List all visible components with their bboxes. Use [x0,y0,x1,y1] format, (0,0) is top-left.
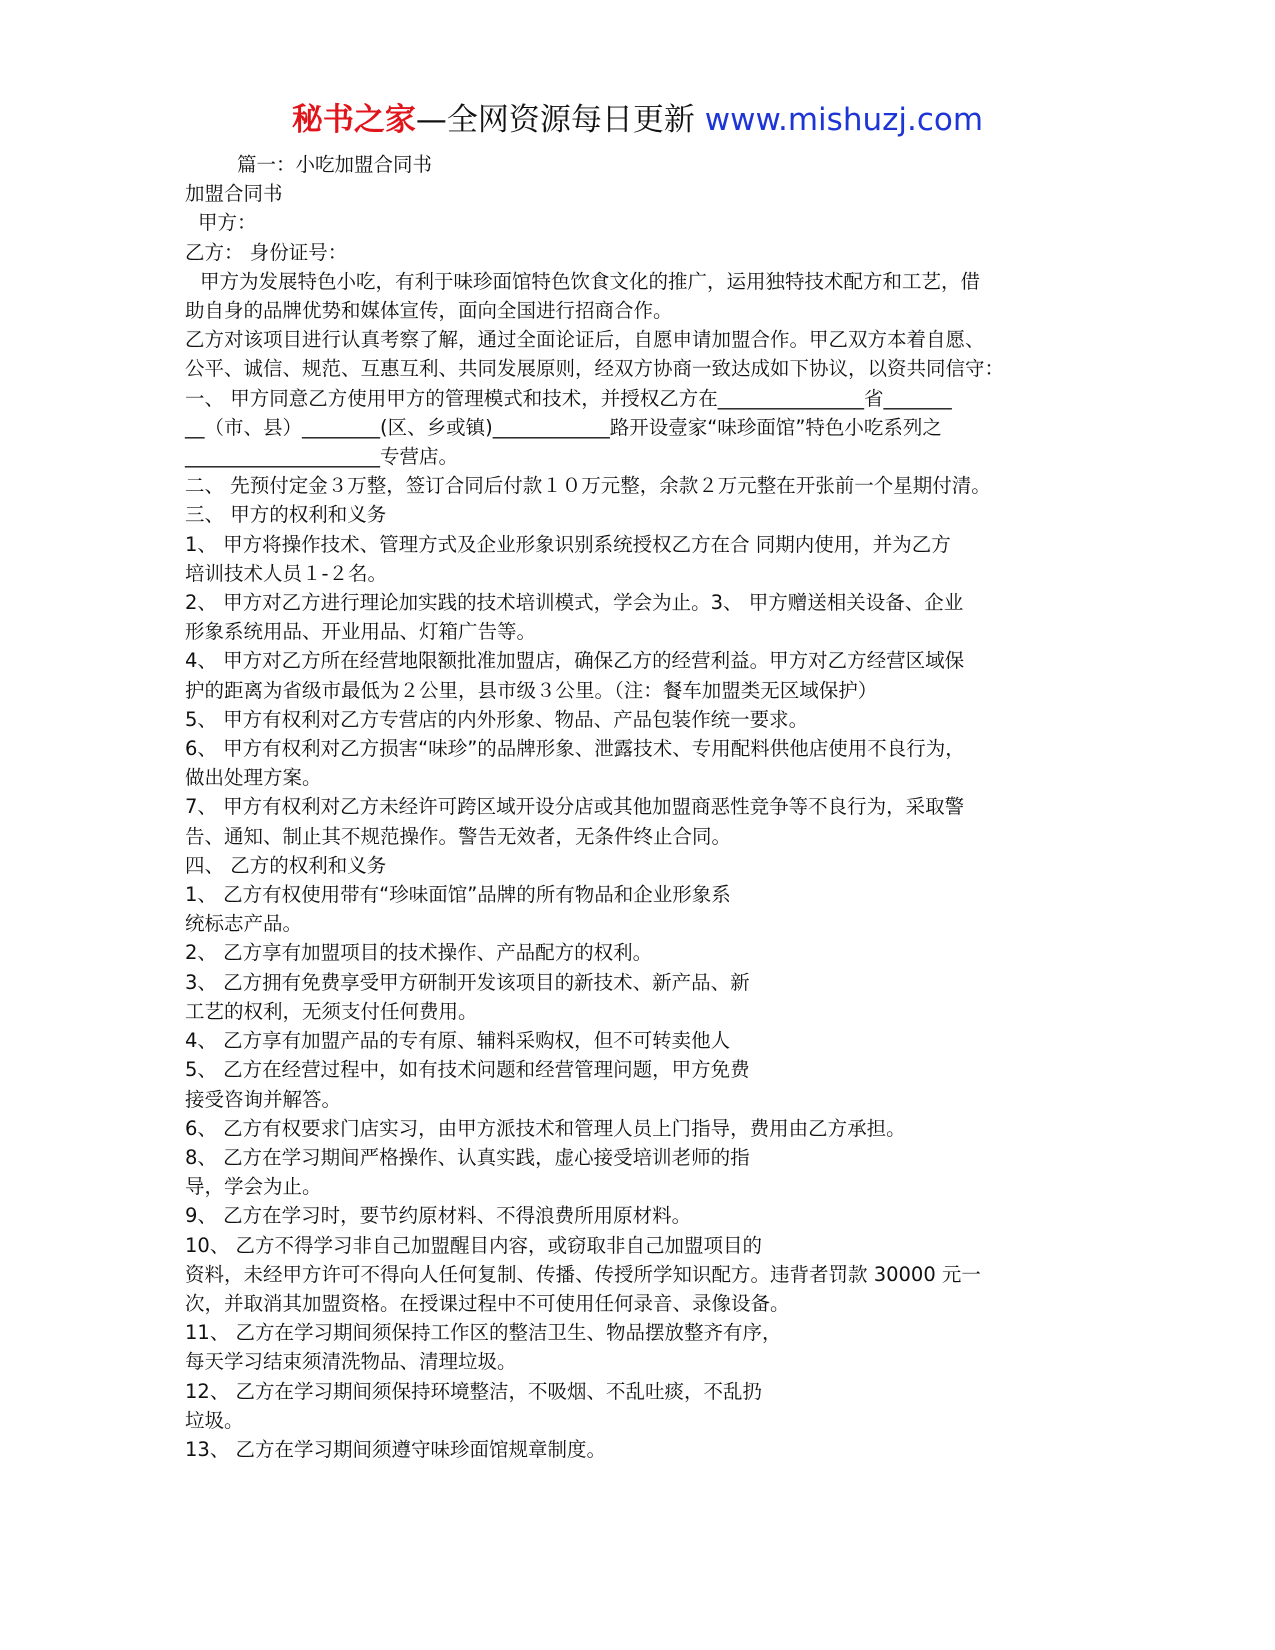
text-line: 5、 乙方在经营过程中，如有技术问题和经营管理问题，甲方免费 [185,1058,750,1082]
text-line: 公平、诚信、规范、互惠互利、共同发展原则，经双方协商一致达成如下协议，以资共同信守： [185,357,1005,381]
text-line: 导，学会为止。 [185,1175,322,1199]
contract-title: 加盟合同书 [185,182,283,206]
text-line: 一、 甲方同意乙方使用甲方的管理模式和技术，并授权乙方在_______________省_______ [185,386,952,410]
text-line: 培训技术人员１-２名。 [185,561,388,585]
banner-tagline: —全网资源每日更新 [415,102,705,138]
text-line: 6、 甲方有权利对乙方损害“味珍”的品牌形象、泄露技术、专用配料供他店使用不良行为， [185,737,965,761]
party-b-line: 乙方： 身份证号： [185,240,348,264]
text-line: __（市、县）________(区、乡或镇)____________路开设壹家“味珍面馆”特色小吃系列之 [185,415,942,439]
text-line: 乙方对该项目进行认真考察了解，通过全面论证后，自愿申请加盟合作。甲乙双方本着自愿、 [185,328,985,352]
site-banner [0,100,1275,140]
text-line: 4、 甲方对乙方所在经营地限额批准加盟店，确保乙方的经营利益。甲方对乙方经营区域保 [185,649,965,673]
text-line: 告、通知、制止其不规范操作。警告无效者，无条件终止合同。 [185,824,732,848]
party-a-line: 甲方： [198,211,257,235]
section-heading: 四、 乙方的权利和义务 [185,853,387,877]
text-line: 3、 乙方拥有免费享受甲方研制开发该项目的新技术、新产品、新 [185,970,750,994]
text-line: 11、 乙方在学习期间须保持工作区的整洁卫生、物品摆放整齐有序， [185,1321,782,1345]
text-line: 接受咨询并解答。 [185,1087,342,1111]
text-line: 助自身的品牌优势和媒体宣传，面向全国进行招商合作。 [185,299,673,323]
text-line: 每天学习结束须清洗物品、清理垃圾。 [185,1350,517,1374]
section-heading: 三、 甲方的权利和义务 [185,503,387,527]
text-line: 工艺的权利，无须支付任何费用。 [185,999,478,1023]
text-line: 5、 甲方有权利对乙方专营店的内外形象、物品、产品包装作统一要求。 [185,707,809,731]
text-line: 做出处理方案。 [185,766,322,790]
text-line: 二、 先预付定金３万整，签订合同后付款１０万元整，余款２万元整在开张前一个星期付清。 [185,474,991,498]
site-url: www.mishuzj.com [704,102,984,138]
text-line: 7、 甲方有权利对乙方未经许可跨区域开设分店或其他加盟商恶性竞争等不良行为，采取警 [185,795,965,819]
text-line: ____________________专营店。 [185,445,459,469]
text-line: 垃圾。 [185,1408,244,1432]
text-line: 1、 甲方将操作技术、管理方式及企业形象识别系统授权乙方在合 同期内使用，并为乙方 [185,532,951,556]
brand-name: 秘书之家 [291,102,416,138]
text-line: 资料，未经甲方许可不得向人任何复制、传播、传授所学知识配方。违背者罚款 30000 元一 [185,1262,981,1286]
text-line: 1、 乙方有权使用带有“珍味面馆”品牌的所有物品和企业形象系 [185,883,731,907]
text-line: 2、 甲方对乙方进行理论加实践的技术培训模式，学会为止。3、 甲方赠送相关设备、企业 [185,591,964,615]
contract-body [185,150,1085,1464]
text-line: 形象系统用品、开业用品、灯箱广告等。 [185,620,537,644]
section-title: 篇一：小吃加盟合同书 [237,153,433,176]
text-line: 4、 乙方享有加盟产品的专有原、辅料采购权，但不可转卖他人 [185,1029,731,1053]
text-line: 8、 乙方在学习期间严格操作、认真实践，虚心接受培训老师的指 [185,1145,750,1169]
text-line: 甲方为发展特色小吃，有利于味珍面馆特色饮食文化的推广，运用独特技术配方和工艺，借 [200,269,981,293]
text-line: 统标志产品。 [185,912,303,936]
text-line: 10、 乙方不得学习非自己加盟醒目内容，或窃取非自己加盟项目的 [185,1233,763,1257]
text-line: 2、 乙方享有加盟项目的技术操作、产品配方的权利。 [185,941,653,965]
text-line: 9、 乙方在学习时，要节约原材料、不得浪费所用原材料。 [185,1204,692,1228]
text-line: 6、 乙方有权要求门店实习，由甲方派技术和管理人员上门指导，费用由乙方承担。 [185,1116,906,1140]
text-line: 护的距离为省级市最低为２公里，县市级３公里。（注：餐车加盟类无区域保护） [185,678,878,702]
text-line: 13、 乙方在学习期间须遵守味珍面馆规章制度。 [185,1437,607,1461]
text-line: 12、 乙方在学习期间须保持环境整洁，不吸烟、不乱吐痰，不乱扔 [185,1379,763,1403]
text-line: 次，并取消其加盟资格。在授课过程中不可使用任何录音、录像设备。 [185,1291,790,1315]
